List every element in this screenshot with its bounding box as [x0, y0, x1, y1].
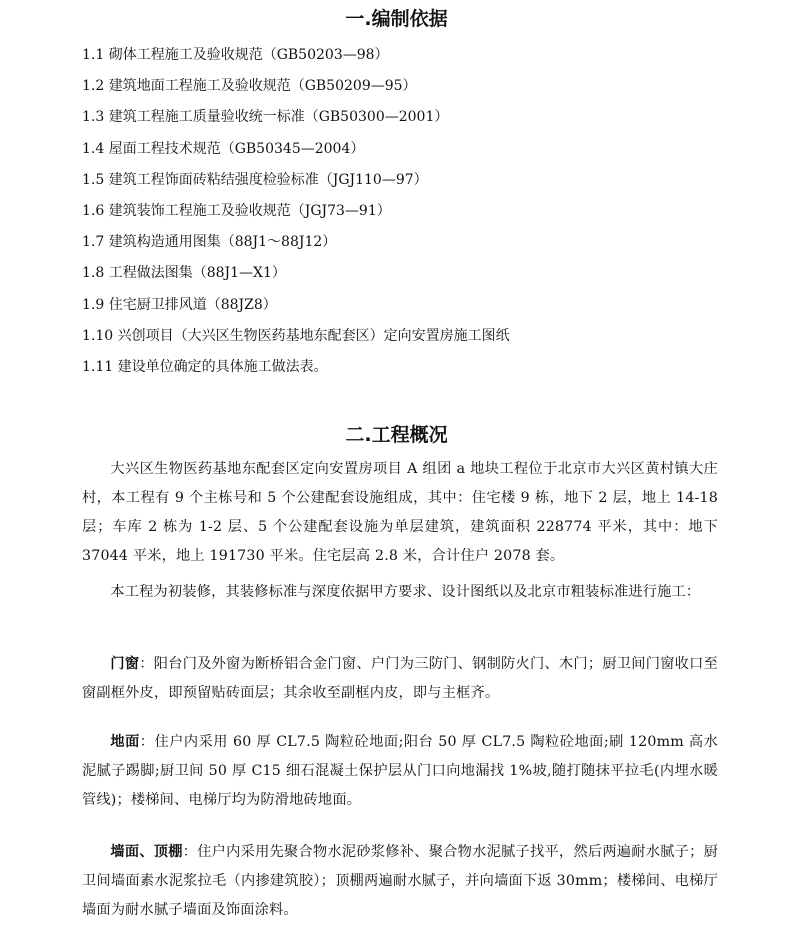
floor-label: 地面: [110, 734, 140, 750]
wall-ceiling-paragraph: [82, 838, 718, 925]
section-title-basis: 一.编制依据: [345, 8, 448, 30]
doors-windows-label: 门窗: [110, 656, 140, 672]
reference-item: 1.9 住宅厨卫排风道（88JZ8）: [82, 296, 277, 313]
reference-item: 1.6 建筑装饰工程施工及验收规范（JGJ73—91）: [82, 202, 391, 219]
decoration-standard-paragraph: 本工程为初装修，其装修标准与深度依据甲方要求、设计图纸以及北京市粗装标准进行施工：: [110, 584, 701, 600]
section-title-overview: 二.工程概况: [345, 424, 448, 446]
reference-list: [82, 44, 510, 387]
wall-ceiling-text: ：住户内采用先聚合物水泥砂浆修补、聚合物水泥腻子找平，然后两遍耐水腻子；厨卫间墙面素水泥浆拉毛（内掺建筑胶）；顶棚两遍耐水腻子，并向墙面下返 30mm；楼梯间、电梯厅墙面为耐水腻子墙面及饰面涂料。: [82, 844, 718, 918]
floor-paragraph: [82, 728, 718, 815]
wall-ceiling-label: 墙面、顶棚: [110, 844, 183, 860]
doors-windows-paragraph: [82, 650, 718, 708]
reference-item: 1.11 建设单位确定的具体施工做法表。: [82, 358, 328, 375]
reference-item: 1.1 砌体工程施工及验收规范（GB50203—98）: [82, 47, 389, 63]
reference-item: 1.10 兴创项目（大兴区生物医药基地东配套区）定向安置房施工图纸: [82, 327, 510, 344]
doors-windows-text: ：阳台门及外窗为断桥铝合金门窗、户门为三防门、钢制防火门、木门；厨卫间门窗收口至窗副框外皮，即预留贴砖面层；其余收至副框内皮，即与主框齐。: [82, 656, 718, 701]
reference-item: 1.8 工程做法图集（88J1—X1）: [82, 265, 286, 282]
reference-item: 1.4 屋面工程技术规范（GB50345—2004）: [82, 140, 365, 157]
reference-item: 1.7 建筑构造通用图集（88J1～88J12）: [82, 234, 337, 251]
overview-paragraph: 大兴区生物医药基地东配套区定向安置房项目 A 组团 a 地块工程位于北京市大兴区黄村镇大庄村，本工程有 9 个主栋号和 5 个公建配套设施组成，其中：住宅楼 9 栋，地下 2 层，地上 14-18 层；车库 2 栋为 1-2 层、5 个公建配套设施为单层建筑，建筑面积 228774 平米，其中：地下 37044 平米，地上 191730 平米。住宅层高 2.8 米，合计住户 2078 套。: [82, 461, 718, 564]
floor-text: ：住户内采用 60 厚 CL7.5 陶粒砼地面;阳台 50 厚 CL7.5 陶粒砼地面;刷 120mm 高水泥腻子踢脚;厨卫间 50 厚 C15 细石混凝土保护层从门口向地漏找 1%坡,随打随抹平拉毛(内埋水暖管线)；楼梯间、电梯厅均为防滑地砖地面。: [82, 734, 718, 808]
reference-item: 1.3 建筑工程施工质量验收统一标准（GB50300—2001）: [82, 109, 449, 126]
reference-item: 1.5 建筑工程饰面砖粘结强度检验标准（JGJ110—97）: [82, 171, 428, 188]
reference-item: 1.2 建筑地面工程施工及验收规范（GB50209—95）: [82, 78, 417, 95]
